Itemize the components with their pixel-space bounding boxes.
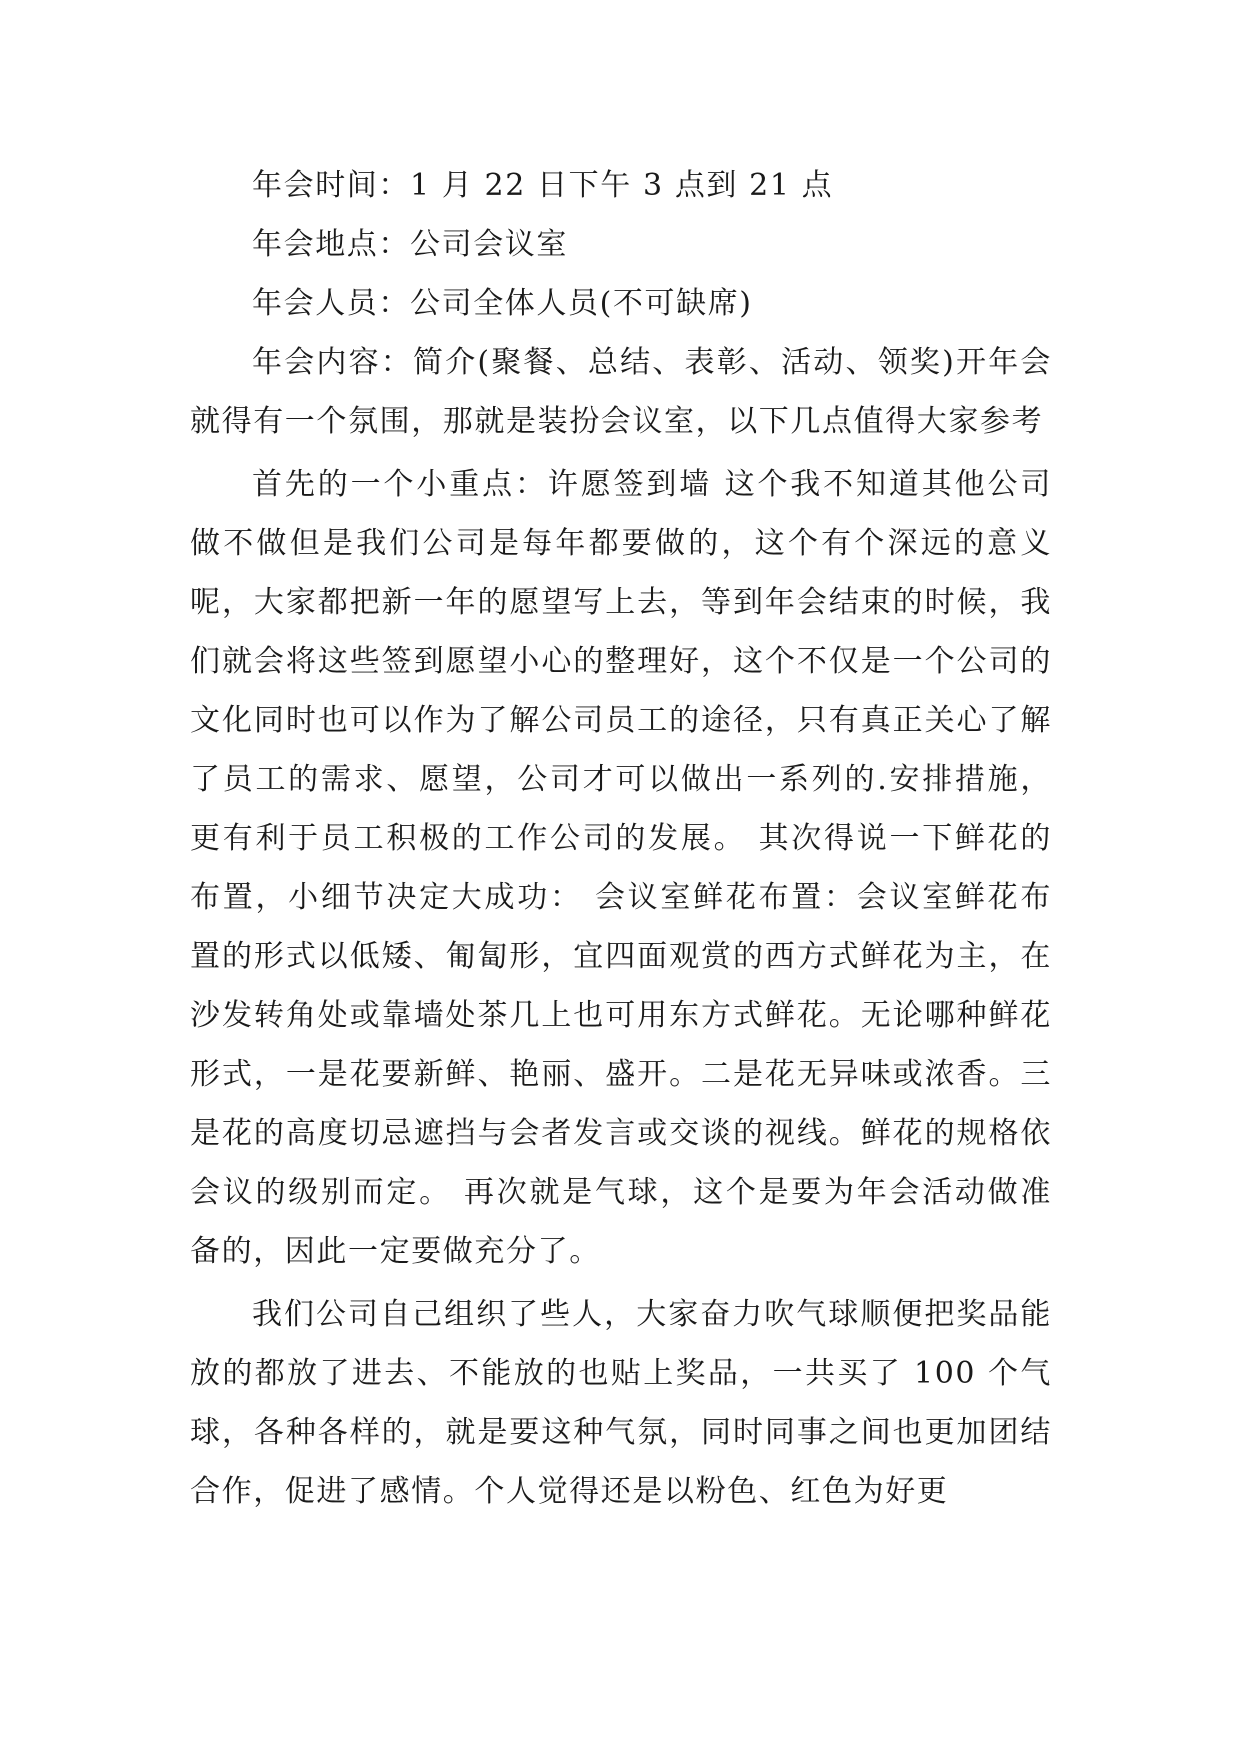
balloon-paragraph: 我们公司自己组织了些人，大家奋力吹气球顺便把奖品能放的都放了进去、不能放的也贴上奖品，一共买了 100 个气球，各种各样的，就是要这种气氛，同时同事之间也更加团结合作，促进了感情。个人觉得还是以粉色、红色为好更 xyxy=(190,1297,1052,1509)
document-page xyxy=(190,156,1052,1521)
meeting-location-paragraph: 年会地点：公司会议室 xyxy=(252,227,568,262)
wish-wall-paragraph: 首先的一个小重点：许愿签到墙 这个我不知道其他公司做不做但是我们公司是每年都要做的，这个有个深远的意义呢，大家都把新一年的愿望写上去，等到年会结束的时候，我们就会将这些签到愿望小心的整理好，这个不仅是一个公司的文化同时也可以作为了解公司员工的途径，只有真正关心了解了员工的需求、愿望，公司才可以做出一系列的.安排措施，更有利于员工积极的工作公司的发展。 其次得说一下鲜花的布置，小细节决定大成功： 会议室鲜花布置：会议室鲜花布置的形式以低矮、匍匐形，宜四面观赏的西方式鲜花为主，在沙发转角处或靠墙处茶几上也可用东方式鲜花。无论哪种鲜花形式，一是花要新鲜、艳丽、盛开。二是花无异味或浓香。三是花的高度切忌遮挡与会者发言或交谈的视线。鲜花的规格依会议的级别而定。 再次就是气球，这个是要为年会活动做准备的，因此一定要做充分了。 xyxy=(190,467,1052,1269)
meeting-time-paragraph: 年会时间：1 月 22 日下午 3 点到 21 点 xyxy=(252,168,834,203)
meeting-attendees-paragraph: 年会人员：公司全体人员(不可缺席) xyxy=(252,286,753,321)
meeting-content-paragraph: 年会内容：简介(聚餐、总结、表彰、活动、领奖)开年会就得有一个氛围，那就是装扮会议室，以下几点值得大家参考 xyxy=(190,345,1052,439)
